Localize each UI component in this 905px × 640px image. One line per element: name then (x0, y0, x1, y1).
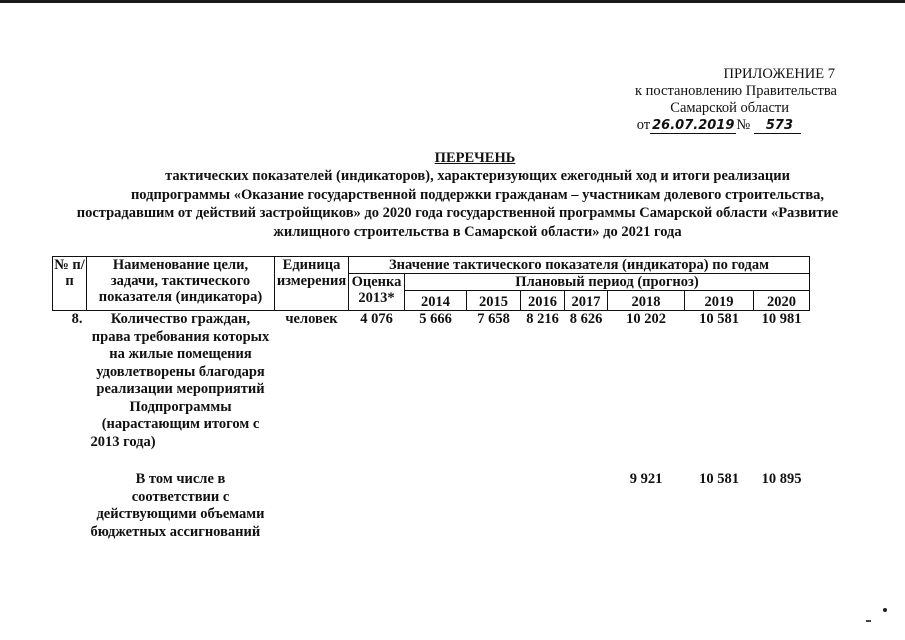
handwritten-number: 573 (754, 118, 801, 134)
row-value: 10 981 (761, 311, 802, 327)
title-line-1: тактических показателей (индикаторов), характеризующих ежегодный ход и итоги реализации (165, 168, 790, 184)
header-estimate: Оценка 2013* (349, 274, 405, 311)
row-value: 10 895 (761, 471, 802, 487)
scan-speck (883, 608, 887, 612)
header-year: 2016 (521, 291, 565, 311)
row-value: 8 216 (526, 311, 559, 327)
row-value (565, 471, 608, 541)
header-year: 2017 (565, 291, 608, 311)
row-value: 7 658 (477, 311, 510, 327)
row-value: 10 581 (699, 311, 739, 327)
row-num: 8. (71, 311, 83, 327)
title-heading: ПЕРЕЧЕНЬ (434, 150, 516, 166)
row-unit (275, 471, 349, 541)
row-value (467, 471, 521, 541)
row-value: 8 626 (569, 311, 603, 327)
row-num (53, 471, 87, 541)
top-border (0, 0, 905, 3)
header-year: 2014 (405, 291, 467, 311)
scan-speck (866, 620, 871, 622)
header-year: 2019 (685, 291, 754, 311)
title-description (70, 167, 885, 241)
appendix-title: ПРИЛОЖЕНИЕ 7 (723, 66, 835, 82)
row-value: 10 202 (626, 311, 666, 327)
indicators-table (52, 256, 810, 541)
row-unit: человек (285, 311, 338, 327)
header-values-group: Значение тактического показателя (индикатора) по годам (349, 257, 810, 274)
header-name: Наименование цели, задачи, тактического показателя (индикатора) (87, 257, 275, 311)
date-prefix: от (636, 117, 651, 133)
row-value: 9 921 (629, 471, 663, 487)
row-name: В том числе в соответствии с действующими объемами бюджетных ассигнований (90, 471, 265, 540)
header-year: 2018 (608, 291, 685, 311)
row-value: 10 581 (699, 471, 739, 487)
row-name: Количество граждан, права требования которых на жилые помещения удовлетворены благодаря реализации мероприятий Подпрограммы (нарастающим итогом с 2013 года) (90, 311, 270, 450)
appendix-region: Самарской области (670, 100, 789, 116)
header-num: № п/п (53, 257, 87, 311)
row-estimate: 4 076 (360, 311, 393, 327)
row-estimate (349, 471, 405, 541)
title-line-4: жилищного строительства в Самарской области» до 2021 года (273, 223, 682, 240)
appendix-date-line (635, 117, 801, 134)
header-year: 2015 (467, 291, 521, 311)
appendix-block (635, 66, 835, 134)
header-plan-group: Плановый период (прогноз) (405, 274, 810, 291)
handwritten-date: 26.07.2019 (652, 118, 735, 133)
title-line-2: подпрограммы «Оказание государственной поддержки гражданам – участникам долевого строительства, (130, 186, 825, 203)
header-year: 2020 (754, 291, 810, 311)
table-row (53, 471, 810, 541)
number-prefix: № (736, 117, 751, 133)
title-line-3: пострадавшим от действий застройщиков» до 2020 года государственной программы Самарской области «Развитие (76, 205, 839, 221)
appendix-ref: к постановлению Правительства (635, 83, 837, 99)
table-row (53, 451, 810, 471)
header-unit: Единица измерения (275, 257, 349, 311)
table-row (53, 311, 810, 452)
row-value (405, 471, 467, 541)
row-value: 5 666 (419, 311, 452, 327)
row-value (521, 471, 565, 541)
